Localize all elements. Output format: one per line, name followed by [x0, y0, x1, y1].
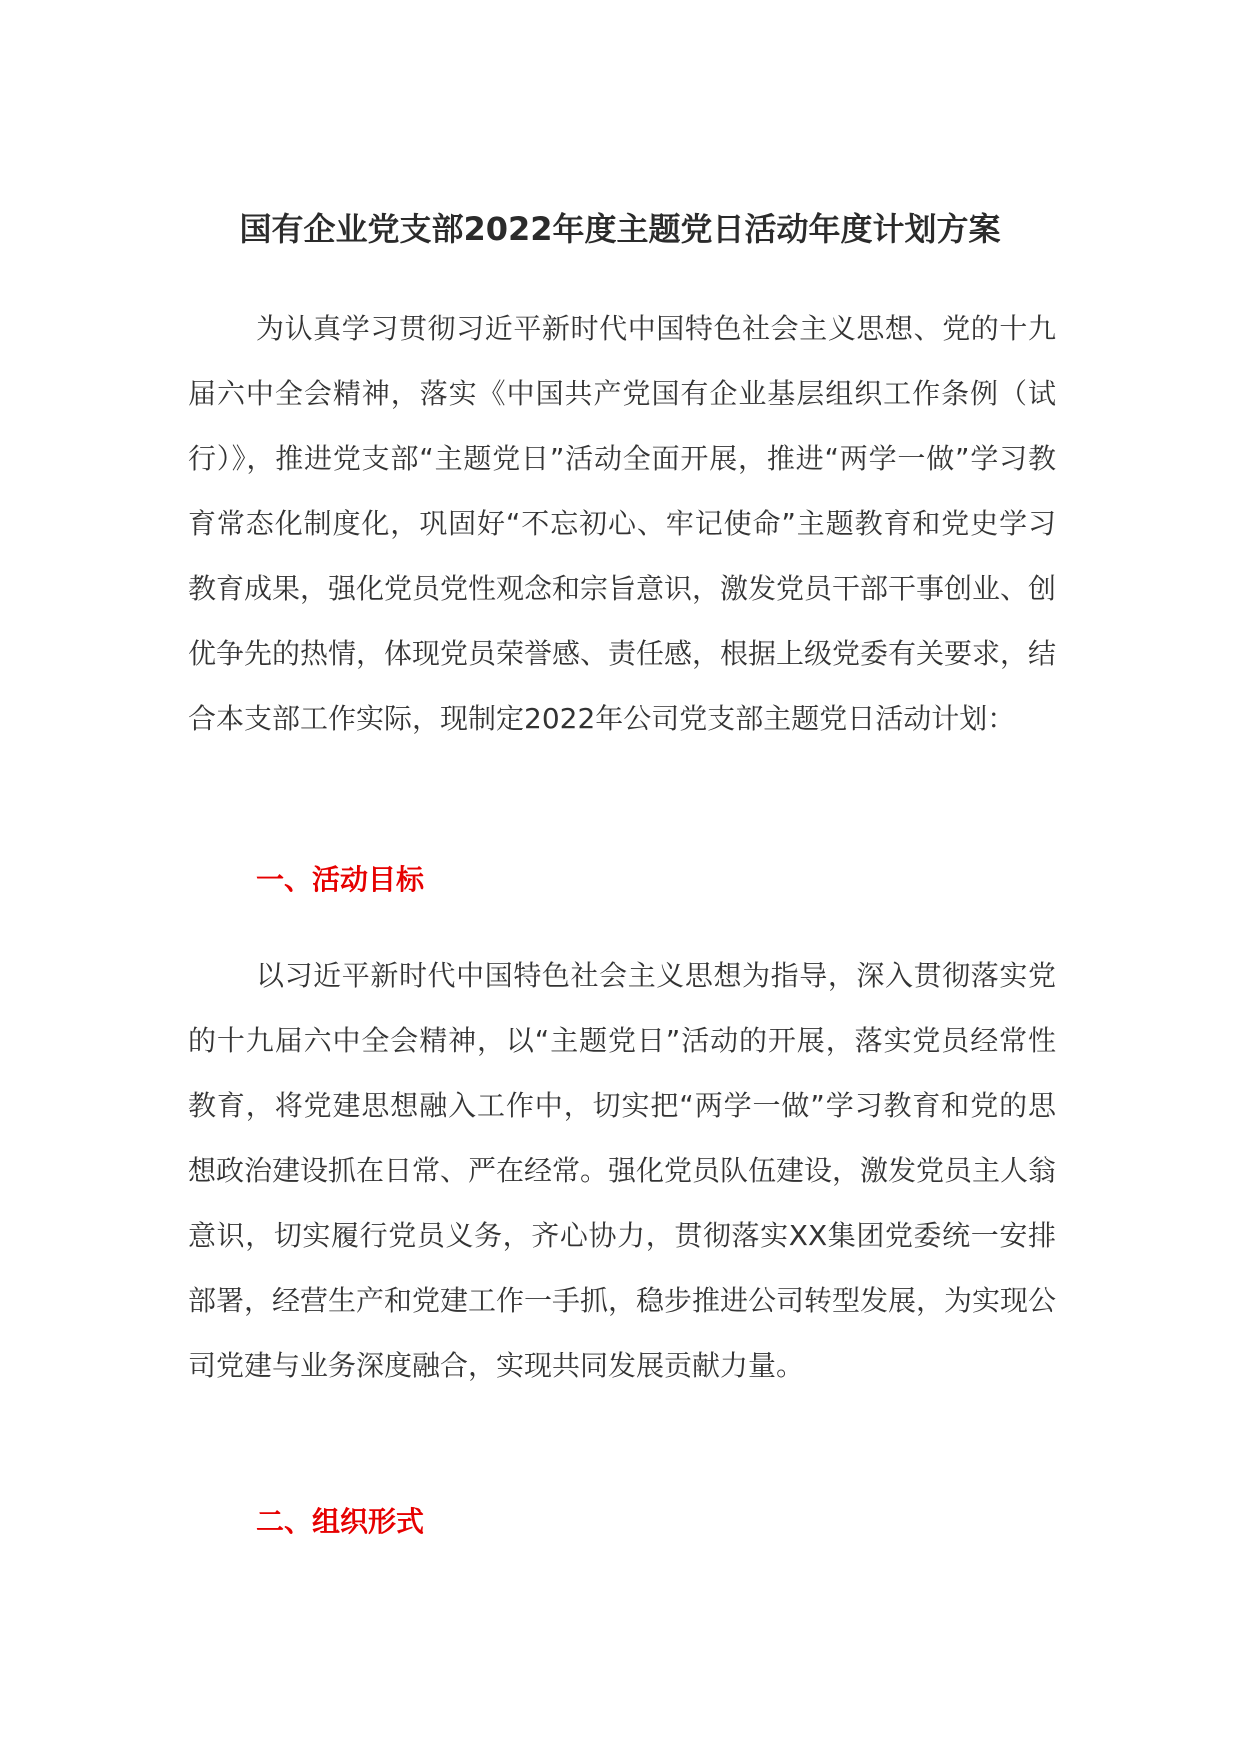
section-heading-activity-goals: 一、活动目标 [256, 863, 425, 896]
document-title: 国有企业党支部2022年度主题党日活动年度计划方案 [239, 210, 1001, 248]
section-heading-organization-form: 二、组织形式 [256, 1505, 425, 1538]
section-body-activity-goals: 以习近平新时代中国特色社会主义思想为指导，深入贯彻落实党的十九届六中全会精神，以“主题党日”活动的开展，落实党员经常性教育，将党建思想融入工作中，切实把“两学一做”学习教育和党的思想政治建设抓在日常、严在经常。强化党员队伍建设，激发党员主人翁意识，切实履行党员义务，齐心协力，贯彻落实XX集团党委统一安排部署，经营生产和党建工作一手抓，稳步推进公司转型发展，为实现公司党建与业务深度融合，实现共同发展贡献力量。 [188, 959, 1057, 1382]
intro-paragraph: 为认真学习贯彻习近平新时代中国特色社会主义思想、党的十九届六中全会精神，落实《中国共产党国有企业基层组织工作条例（试行）》，推进党支部“主题党日”活动全面开展，推进“两学一做”学习教育常态化制度化，巩固好“不忘初心、牢记使命”主题教育和党史学习教育成果，强化党员党性观念和宗旨意识，激发党员干部干事创业、创优争先的热情，体现党员荣誉感、责任感，根据上级党委有关要求，结合本支部工作实际，现制定2022年公司党支部主题党日活动计划： [188, 312, 1057, 735]
